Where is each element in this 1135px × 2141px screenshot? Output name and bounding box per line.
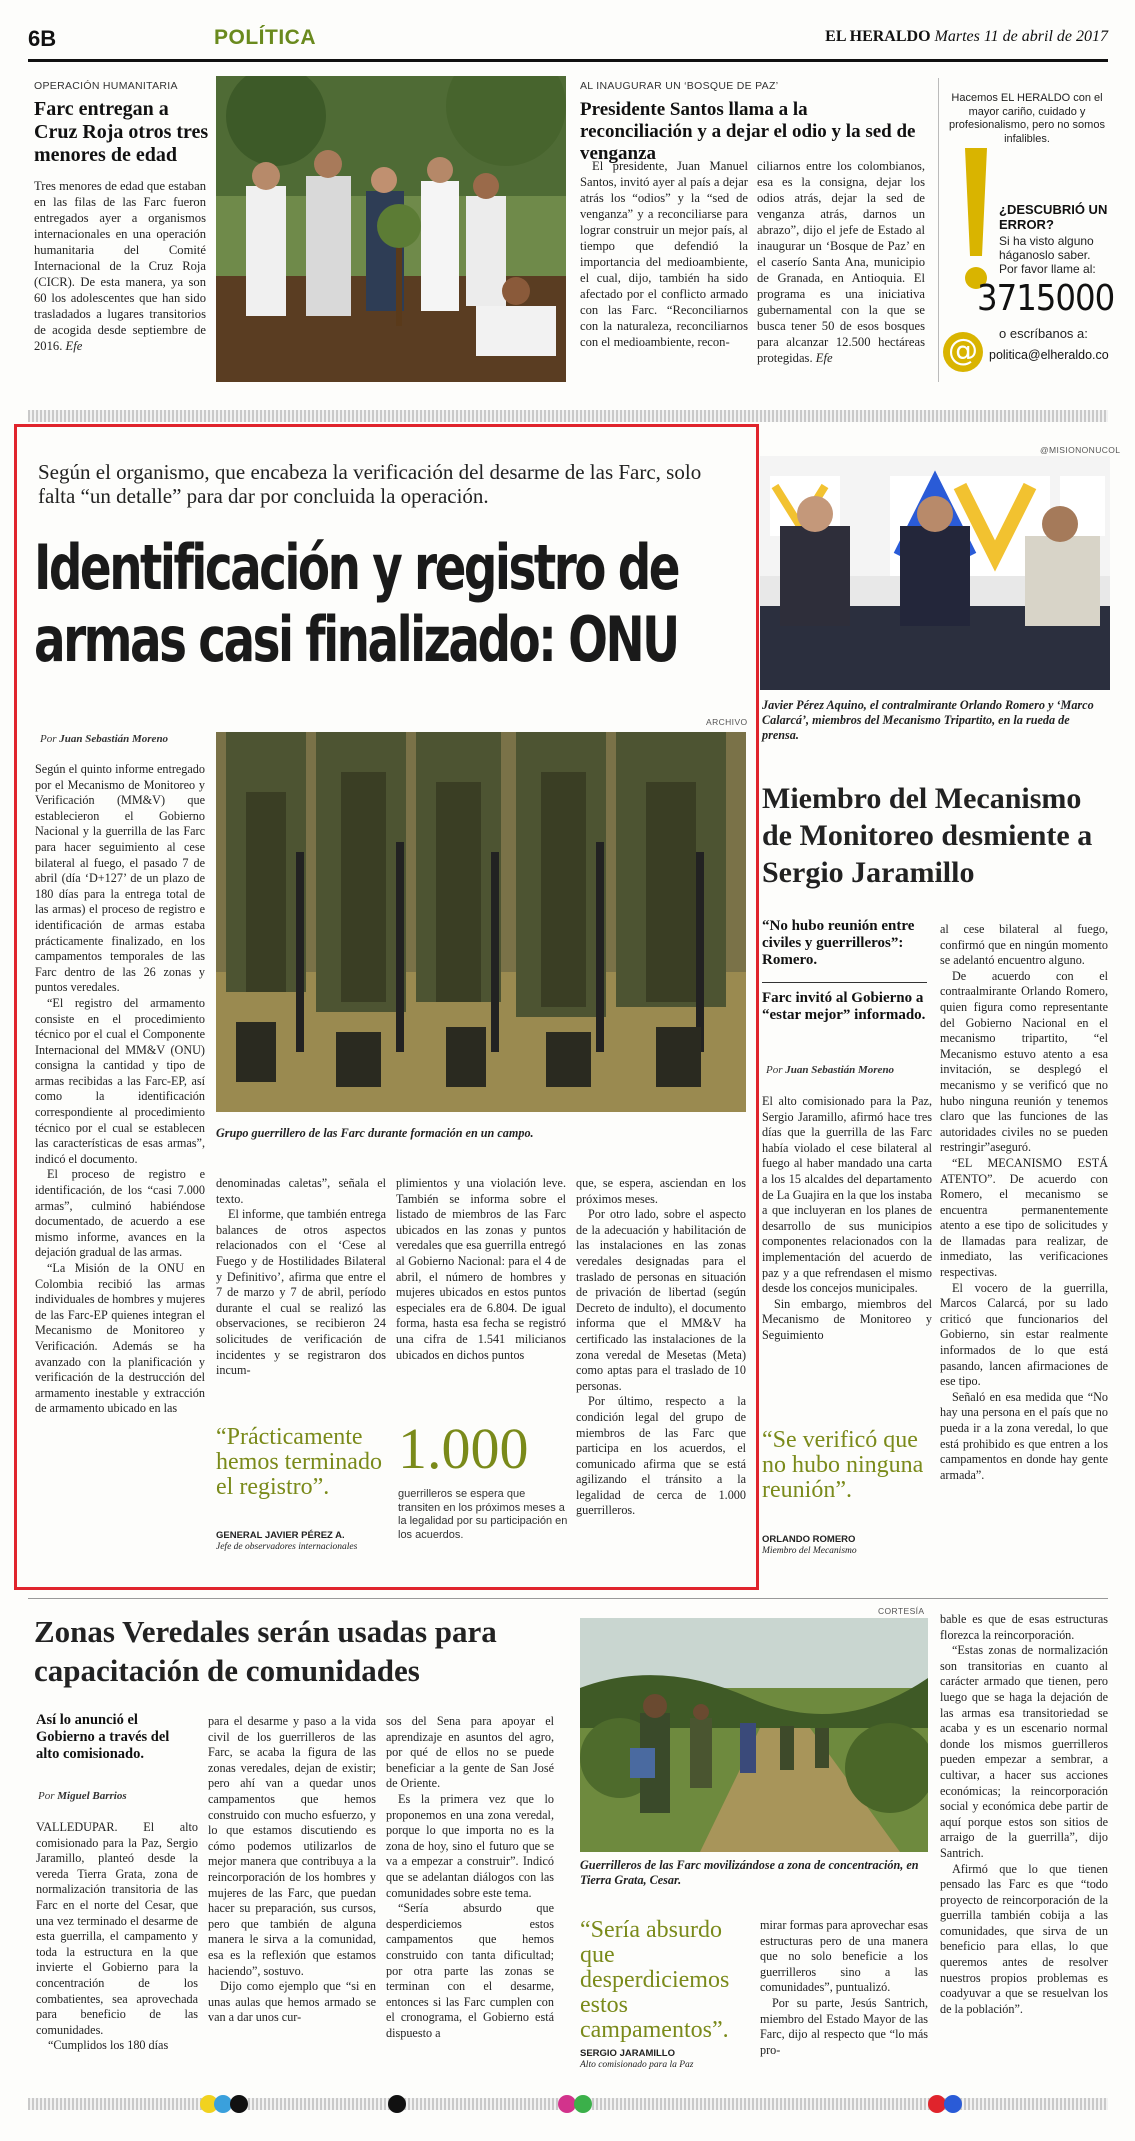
page-header <box>28 22 1108 62</box>
header-rule <box>28 59 1108 62</box>
registration-strip <box>28 2094 1108 2114</box>
promo-email[interactable]: politica@elheraldo.co <box>989 348 1109 362</box>
bottom-photo-caption: Guerrilleros de las Farc movilizándose a zona de concentración, en Tierra Grata, Cesar. <box>580 1858 919 1887</box>
main-photo-credit: ARCHIVO <box>706 717 748 727</box>
guerrilla-formation-photo <box>216 732 746 1112</box>
right-col2: al cese bilateral al fuego, confirmó que en ningún momento se adelantó encuentro alguno. De acuerdo con el contraalmirante Orlando Romero, quien figura como representante del Gobierno Nacional en el mecanismo tripartito, “el Mecanismo estuvo atento a esa invitación, se desplegó el mecanismo y se verificó que no hubo ninguna reunión y tenemos claro que las funciones de las autoridades civiles no se pueden restringir”aseguró. “EL MECANISMO ESTÁ ATENTO”. De acuerdo con Romero, el mecanismo se encuentra permanentemente atento a ese tipo de solicitudes y de llamadas para realizar, de inmediato, las verificaciones respectivas. El vocero de la guerrilla, Marcos Calarcá, por su lado criticó que funcionarios del Gobierno, sin estar realmente informados de lo que está pasando, lancen afirmaciones de ese tipo. Señaló en esa medida que “No hay una persona en el país que no pueda ir a la zona veredal, lo que está prohibido es que entren a los campamentos en donde hay gente armada”. <box>940 922 1108 1482</box>
main-col4: que, se espera, asciendan en los próximos meses. Por otro lado, sobre el aspecto de la adecuación y habilitación de las instalaciones en las zonas veredales designadas para el traslado de personas en situación de privación de libertad (según Decreto de indulto), el documento informa que el MM&V ha certificado las instalaciones de la zona veredal de Mesetas (Meta) como aptas para el traslado de 10 personas. Por último, respecto a la condición legal del grupo de miembros de las Farc que participa en los acuerdos, el comunicado afirma que se está agilizando el tránsito a la legalidad de cerca de 1.000 guerrilleros. <box>576 1176 746 1518</box>
right-photo-caption: Javier Pérez Aquino, el contralmirante Orlando Romero y ‘Marco Calarcá’, miembros del Mecanismo Tripartito, en la rueda de prensa. <box>762 698 1094 742</box>
cruz-roja-kicker: OPERACIÓN HUMANITARIA <box>34 80 178 92</box>
main-col2: denominadas caletas”, señala el texto. El informe, que también entrega balances de otros aspectos relacionados con el ‘Cese al Fuego y de Hostilidades Bilateral y Definitivo’, afirma que entre el 7 de marzo y 7 de abril, período durante el cual se realizó las observaciones, se recibieron 24 solicitudes de verificación de incidentes y se registraron dos incum- <box>216 1176 386 1378</box>
section-name: POLÍTICA <box>214 26 316 49</box>
promo-text: Si ha visto alguno háganoslo saber. Por favor llame al: <box>999 234 1096 276</box>
main-photo-caption: Grupo guerrillero de las Farc durante formación en un campo. <box>216 1126 534 1140</box>
promo-question: ¿DESCUBRIÓ UN ERROR? <box>999 202 1108 232</box>
stat-number: 1.000 <box>398 1416 529 1481</box>
promo-write: o escríbanos a: <box>999 326 1088 341</box>
main-quote-attribution: GENERAL JAVIER PÉREZ A. Jefe de observadores internacionales <box>216 1530 358 1552</box>
tierra-grata-photo <box>580 1618 928 1852</box>
main-pull-quote: “Prácticamente hemos terminado el registro”. <box>216 1424 382 1500</box>
newspaper-name: EL HERALDO <box>825 28 931 45</box>
right-photo-credit: @MISIONONUCOL <box>1040 445 1121 455</box>
right-sub2: Farc invitó al Gobierno a “estar mejor” informado. <box>762 990 926 1023</box>
masthead-date <box>825 28 1108 46</box>
right-sub-rule <box>762 982 927 983</box>
main-col1: Según el quinto informe entregado por el Mecanismo de Monitoreo y Verificación (MM&V) que establecieron el Gobierno Nacional y la guerrilla de las Farc para hacer seguimiento al cese bilateral al fuego, el pasado 7 de abril (día ‘D+127’ de un plazo de 180 días para la entrega total de las armas) el proceso de registro e identificación de armas estaba prácticamente finalizado, en los campamentos temporales de las Farc dentro de las 26 zonas y puntos veredales. “El registro del armamento consiste en el procedimiento técnico por el cual el Componente Internacional del MM&V (ONU) consigna la cantidad y tipo de armas recibidas a las Farc-EP, así como la identificación correspondiente al procedimiento técnico por el cual se establecen las características de esas armas”, indicó el documento. El proceso de registro e identificación, de los “casi 7.000 armas”, culminó habiéndose documentado, de acuerdo a ese mismo informe, avances en la dejación gradual de las armas. “La Misión de la ONU en Colombia recibió las armas individuales de hombres y mujeres de las Farc-EP quienes integran el Mecanismo de Monitoreo y Verificación. Además se ha avanzado con la planificación y verificación de la destrucción del armamento inestable y extracción de armamento ubicado en las <box>35 762 205 1416</box>
bottom-col3: sos del Sena para apoyar el aprendizaje en asuntos del agro, por qué de ellos no se puede beneficiar a la gente de San José de Oriente. Es la primera vez que lo proponemos en una zona veredal, porque lo que importa no es la zona de hoy, sino el futuro que se va a empezar a construir”. Indicó que se adelantan diálogos con las comunidades sobre este tema. “Sería absurdo que desperdiciemos estos campamentos que hemos construido con tanta dificultad; por otra parte las zonas se terminan con el desarme, entonces si las Farc cumplen con el cronograma, el Gobierno está dispuesto a <box>386 1714 554 2040</box>
exclamation-icon <box>961 148 991 298</box>
santos-kicker: AL INAUGURAR UN ‘BOSQUE DE PAZ’ <box>580 80 779 92</box>
bosque-de-paz-photo <box>216 76 566 382</box>
bottom-col5: bable es que de esas estructuras florezca la reincorporación. “Estas zonas de normalización son transitorias en cuanto al carácter armado que tienen, pero luego que se haga la dejación de las armas esa transitoriedad se acaba y es un escenario normal donde los mismos guerrilleros pueden empezar a sembrar, a cultivar, a hacer sus acciones económicas; la reincorporación social y económica debe partir de aquí porque estos son sitios de arraigo de la guerrilla”, dijo Santrich. Afirmó que lo que tienen pensado las Farc es que “todo proyecto de reincorporación de la guerrilla también cobija a las comunidades, que sirva de un beneficio para ellas, lo que queremos antes de resolver nuestros propios problemas es coadyuvar a que se resuelvan los de la población”. <box>940 1612 1108 2016</box>
main-headline: Identificación y registro de armas casi finalizado: ONU <box>34 531 679 676</box>
bottom-pull-quote: “Sería absurdo que desperdiciemos estos campamentos”. <box>580 1917 730 2043</box>
main-byline: Por Juan Sebastián Moreno <box>40 733 169 745</box>
bottom-quote-attribution: SERGIO JARAMILLO Alto comisionado para la Paz <box>580 2048 694 2070</box>
stat-text: guerrilleros se espera que transiten en los próximos meses a la legalidad por su participación en los acuerdos. <box>398 1488 568 1541</box>
right-headline: Miembro del Mecanismo de Monitoreo desmiente a Sergio Jaramillo <box>762 782 1093 889</box>
bottom-col4: mirar formas para aprovechar esas estructuras pero de una manera que no solo beneficie a los guerrilleros sino a las comunidades”, puntualizó. Por su parte, Jesús Santrich, miembro del Estado Mayor de las Farc, dijo al respecto que “lo más pro- <box>760 1918 928 2057</box>
right-quote-attribution: ORLANDO ROMERO Miembro del Mecanismo <box>762 1534 857 1556</box>
right-pull-quote: “Se verificó que no hubo ninguna reunión”. <box>762 1427 924 1503</box>
main-col3: plimientos y una violación leve. También se informa sobre el listado de miembros de las Farc ubicados en las zonas y puntos veredales que esa guerrilla entregó al Gobierno Nacional: para el 4 de abril, el número de hombres y mujeres ubicados en estos puntos especiales era de 6.804. De igual forma, hasta esa fecha se registró una cifra de 1.541 milicianos ubicados en dichos puntos <box>396 1176 566 1362</box>
error-report-box <box>938 78 1115 382</box>
santos-headline: Presidente Santos llama a la reconciliación y a dejar el odio y la sed de venganza <box>580 99 916 164</box>
promo-intro: Hacemos EL HERALDO con el mayor cariño, cuidado y profesionalismo, pero no somos infalibles. <box>949 92 1105 145</box>
registration-mark-black-2 <box>388 2095 406 2113</box>
bottom-sub: Así lo anunció el Gobierno a través del alto comisionado. <box>36 1712 170 1762</box>
right-byline: Por Juan Sebastián Moreno <box>766 1064 895 1076</box>
bottom-col1: VALLEDUPAR. El alto comisionado para la Paz, Sergio Jaramillo, planteó desde la vereda Tierra Grata, zona de normalización transitoria de las Farc en el norte del Cesar, que una vez terminado el desarme de esta guerrilla, el campamento y toda la estructura en la que invierte el Gobierno para la concentración de los combatientes, sea aprovechada para beneficio de las comunidades. “Cumplidos los 180 días <box>36 1820 198 2053</box>
santos-col2: ciliarnos entre los colombianos, esa es la consigna, dejar los odios atrás, dejar la sed de venganza atrás, darnos un abrazo”, dijo el jefe de Estado al inaugurar un ‘Bosque de Paz’ en el caserío Santa Ana, municipio de Granada, en Antioquia. El programa es una iniciativa gubernamental con la que se busca tener 50 de esos bosques para alcanzar 12.500 hectáreas protegidas. Efe <box>757 159 925 365</box>
press-conference-photo <box>760 456 1110 690</box>
section-rule-bottom <box>28 1598 1108 1599</box>
bottom-photo-credit: CORTESÍA <box>878 1606 925 1616</box>
registration-mark-black-1 <box>230 2095 248 2113</box>
cruz-roja-body: Tres menores de edad que estaban en las filas de las Farc fueron entregados ayer a organismos internacionales en una operación humanitaria del Comité Internacional de la Cruz Roja (CICR). De esta manera, ya son 60 los adolescentes que han sido trasladados a lugares transitorios de acogida desde septiembre de 2016. Efe <box>34 179 206 353</box>
page-number: 6B <box>28 26 57 51</box>
bottom-headline: Zonas Veredales serán usadas para capacitación de comunidades <box>34 1614 497 1688</box>
issue-date: Martes 11 de abril de 2017 <box>934 28 1108 45</box>
section-divider-top <box>28 410 1108 422</box>
cruz-roja-headline: Farc entregan a Cruz Roja otros tres menores de edad <box>34 98 209 166</box>
at-sign-icon: @ <box>943 332 983 372</box>
bottom-byline: Por Miguel Barrios <box>38 1790 127 1802</box>
right-col1: El alto comisionado para la Paz, Sergio Jaramillo, afirmó hace tres días que la guerrilla de las Farc había violado el cese bilateral al fuego al haber mandado una carta a los 15 alcaldes del departamento de La Guajira en la que los instaba a que incluyeran en los planes de desarrollo de sus municipios componentes relacionados con la implementación del acuerdo de paz y a que refrendasen el mismo desde los concejos municipales. Sin embargo, miembros del Mecanismo de Monitoreo y Seguimiento <box>762 1094 932 1342</box>
registration-mark-green <box>574 2095 592 2113</box>
santos-col1: El presidente, Juan Manuel Santos, invitó ayer al país a dejar atrás los “odios” y la “sed de venganza” y a reconciliarse para lograr construir un mejor país, al tiempo que defendió la importancia del medioambiente, el cual, dijo, también ha sido afectado por el conflicto armado con las Farc. “Reconciliarnos con la naturaleza, reconciliarnos con el medioambiente, recon- <box>580 159 748 349</box>
bottom-col2: para el desarme y paso a la vida civil de los guerrilleros de las Farc, se acaba la figura de las zonas veredales, dejan de existir; pero ahí van a quedar unos campamentos que hemos construido con mucho esfuerzo, y lo que estamos discutiendo es cómo podemos utilizarlos de mejor manera que contribuya a la reincorporación de los hombres y mujeres de las Farc, que puedan hacer su preparación, sus cursos, pero que también de alguna manera le sirva a la comunidad, esa es la reflexión que estamos haciendo”, sostuvo. Dijo como ejemplo que “si en unas aulas que hemos armado se van a dar unos cur- <box>208 1714 376 2025</box>
promo-phone[interactable]: 3715000 <box>977 278 1115 319</box>
main-deck: Según el organismo, que encabeza la verificación del desarme de las Farc, solo falta “un detalle” para dar por concluida la operación. <box>38 460 702 508</box>
right-sub1: “No hubo reunión entre civiles y guerrilleros”: Romero. <box>762 918 915 968</box>
registration-mark-blue <box>944 2095 962 2113</box>
